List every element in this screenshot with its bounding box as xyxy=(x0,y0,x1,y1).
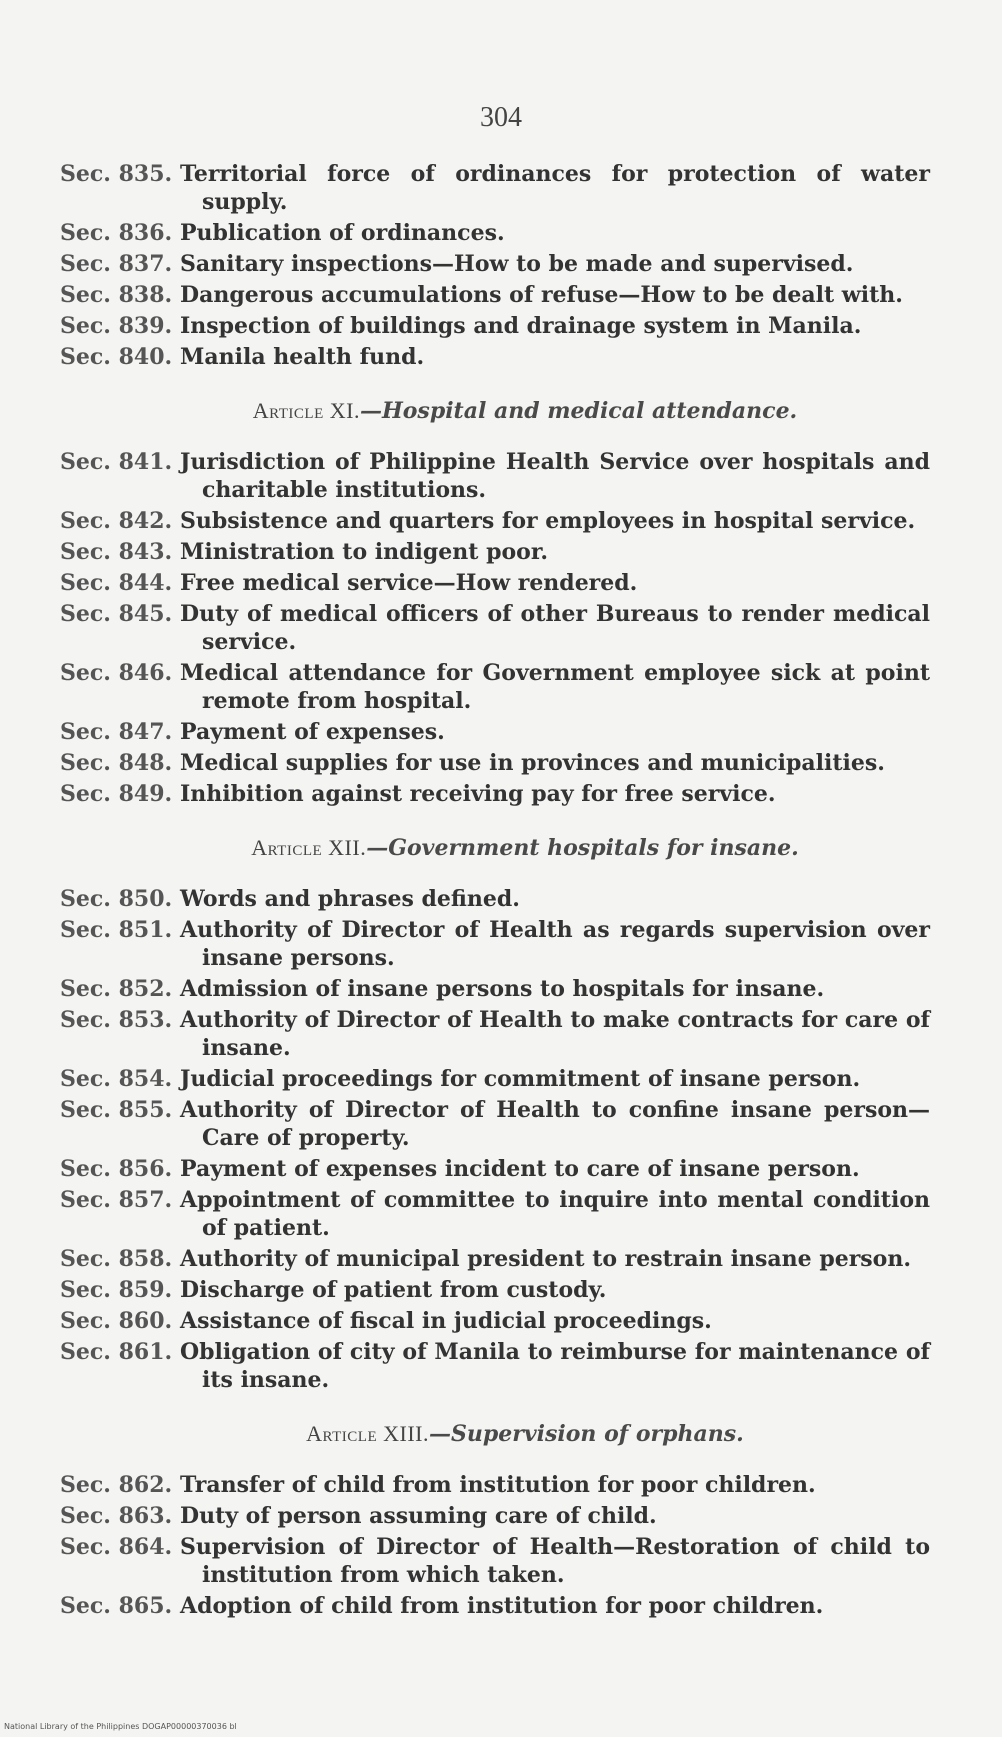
section-entry xyxy=(60,749,930,777)
section-entry xyxy=(60,975,930,1003)
section-number: Sec. 846. xyxy=(60,660,173,686)
section-title: Dangerous accumulations of refuse—How to be dealt with. xyxy=(180,282,903,308)
section-title: Payment of expenses incident to care of insane person. xyxy=(180,1156,860,1182)
section-entry xyxy=(60,600,930,656)
section-number: Sec. 847. xyxy=(60,719,173,745)
footer-watermark: National Library of the Philippines DOGAP00000370036 bl xyxy=(4,1722,237,1731)
section-number: Sec. 861. xyxy=(60,1339,173,1365)
section-title: Authority of Director of Health to make contracts for care of insane. xyxy=(180,1007,930,1061)
section-title: Admission of insane persons to hospitals for insane. xyxy=(180,976,825,1002)
section-entry xyxy=(60,1155,930,1183)
section-number: Sec. 837. xyxy=(60,251,173,277)
section-entry xyxy=(60,160,930,216)
section-entry xyxy=(60,718,930,746)
section-entry xyxy=(60,1245,930,1273)
section-entry xyxy=(60,885,930,913)
section-entry xyxy=(60,569,930,597)
article-title: —Hospital and medical attendance. xyxy=(359,398,798,424)
section-entry xyxy=(60,780,930,808)
article-heading xyxy=(60,397,930,426)
section-title: Duty of person assuming care of child. xyxy=(180,1503,657,1529)
section-number: Sec. 844. xyxy=(60,570,173,596)
section-entry xyxy=(60,1533,930,1589)
article-heading xyxy=(60,1420,930,1449)
section-entry xyxy=(60,1502,930,1530)
section-title: Ministration to indigent poor. xyxy=(180,539,549,565)
article-title: —Supervision of orphans. xyxy=(429,1421,744,1447)
section-number: Sec. 845. xyxy=(60,601,173,627)
section-number: Sec. 836. xyxy=(60,220,173,246)
section-entry xyxy=(60,312,930,340)
section-number: Sec. 849. xyxy=(60,781,173,807)
section-number: Sec. 859. xyxy=(60,1277,173,1303)
section-number: Sec. 852. xyxy=(60,976,173,1002)
section-entry xyxy=(60,1276,930,1304)
table-of-contents xyxy=(60,160,930,1623)
section-title: Inspection of buildings and drainage system in Manila. xyxy=(180,313,862,339)
section-title: Judicial proceedings for commitment of insane person. xyxy=(180,1066,861,1092)
section-title: Duty of medical officers of other Bureaus to render medical service. xyxy=(180,601,930,655)
section-entry xyxy=(60,1006,930,1062)
article-heading xyxy=(60,834,930,863)
section-title: Payment of expenses. xyxy=(180,719,445,745)
article-title: —Government hospitals for insane. xyxy=(366,835,799,861)
section-title: Medical supplies for use in provinces and municipalities. xyxy=(180,750,885,776)
section-title: Free medical service—How rendered. xyxy=(180,570,638,596)
section-title: Authority of municipal president to restrain insane person. xyxy=(180,1246,912,1272)
section-number: Sec. 839. xyxy=(60,313,173,339)
section-title: Authority of Director of Health to confine insane person—Care of property. xyxy=(180,1097,930,1151)
article-label: Article XII. xyxy=(251,835,367,860)
section-number: Sec. 864. xyxy=(60,1534,173,1560)
section-entry xyxy=(60,343,930,371)
section-entry xyxy=(60,281,930,309)
section-entry xyxy=(60,250,930,278)
section-title: Subsistence and quarters for employees in hospital service. xyxy=(180,508,916,534)
section-entry xyxy=(60,916,930,972)
article-label: Article XI. xyxy=(252,398,360,423)
section-title: Transfer of child from institution for poor children. xyxy=(180,1472,816,1498)
section-number: Sec. 848. xyxy=(60,750,173,776)
section-number: Sec. 843. xyxy=(60,539,173,565)
section-title: Authority of Director of Health as regards supervision over insane persons. xyxy=(180,917,930,971)
section-entry xyxy=(60,448,930,504)
section-title: Words and phrases defined. xyxy=(180,886,520,912)
section-entry xyxy=(60,1338,930,1394)
section-number: Sec. 857. xyxy=(60,1187,173,1213)
section-number: Sec. 865. xyxy=(60,1593,173,1619)
section-title: Territorial force of ordinances for protection of water supply. xyxy=(180,161,930,215)
article-label: Article XIII. xyxy=(306,1421,430,1446)
section-entry xyxy=(60,659,930,715)
section-number: Sec. 853. xyxy=(60,1007,173,1033)
section-number: Sec. 842. xyxy=(60,508,173,534)
section-entry xyxy=(60,1307,930,1335)
section-number: Sec. 862. xyxy=(60,1472,173,1498)
section-entry xyxy=(60,1592,930,1620)
section-number: Sec. 840. xyxy=(60,344,173,370)
section-number: Sec. 835. xyxy=(60,161,173,187)
section-title: Inhibition against receiving pay for free service. xyxy=(180,781,776,807)
section-number: Sec. 863. xyxy=(60,1503,173,1529)
section-entry xyxy=(60,538,930,566)
section-title: Adoption of child from institution for poor children. xyxy=(180,1593,824,1619)
section-entry xyxy=(60,1065,930,1093)
section-number: Sec. 854. xyxy=(60,1066,173,1092)
section-number: Sec. 850. xyxy=(60,886,173,912)
section-title: Assistance of fiscal in judicial proceedings. xyxy=(180,1308,712,1334)
section-title: Sanitary inspections—How to be made and supervised. xyxy=(180,251,854,277)
section-number: Sec. 858. xyxy=(60,1246,173,1272)
section-number: Sec. 855. xyxy=(60,1097,173,1123)
section-number: Sec. 841. xyxy=(60,449,173,475)
section-title: Supervision of Director of Health—Restoration of child to institution from which taken. xyxy=(180,1534,930,1588)
section-title: Obligation of city of Manila to reimburse for maintenance of its insane. xyxy=(180,1339,930,1393)
section-title: Appointment of committee to inquire into mental condition of patient. xyxy=(180,1187,930,1241)
section-entry xyxy=(60,1186,930,1242)
section-title: Discharge of patient from custody. xyxy=(180,1277,607,1303)
section-number: Sec. 856. xyxy=(60,1156,173,1182)
section-number: Sec. 838. xyxy=(60,282,173,308)
section-title: Manila health fund. xyxy=(180,344,425,370)
section-title: Jurisdiction of Philippine Health Service over hospitals and charitable institutions. xyxy=(180,449,930,503)
section-entry xyxy=(60,219,930,247)
section-title: Medical attendance for Government employee sick at point remote from hospital. xyxy=(180,660,930,714)
section-entry xyxy=(60,1471,930,1499)
section-entry xyxy=(60,1096,930,1152)
page-number: 304 xyxy=(480,102,522,133)
section-number: Sec. 851. xyxy=(60,917,173,943)
section-entry xyxy=(60,507,930,535)
section-title: Publication of ordinances. xyxy=(180,220,505,246)
section-number: Sec. 860. xyxy=(60,1308,173,1334)
